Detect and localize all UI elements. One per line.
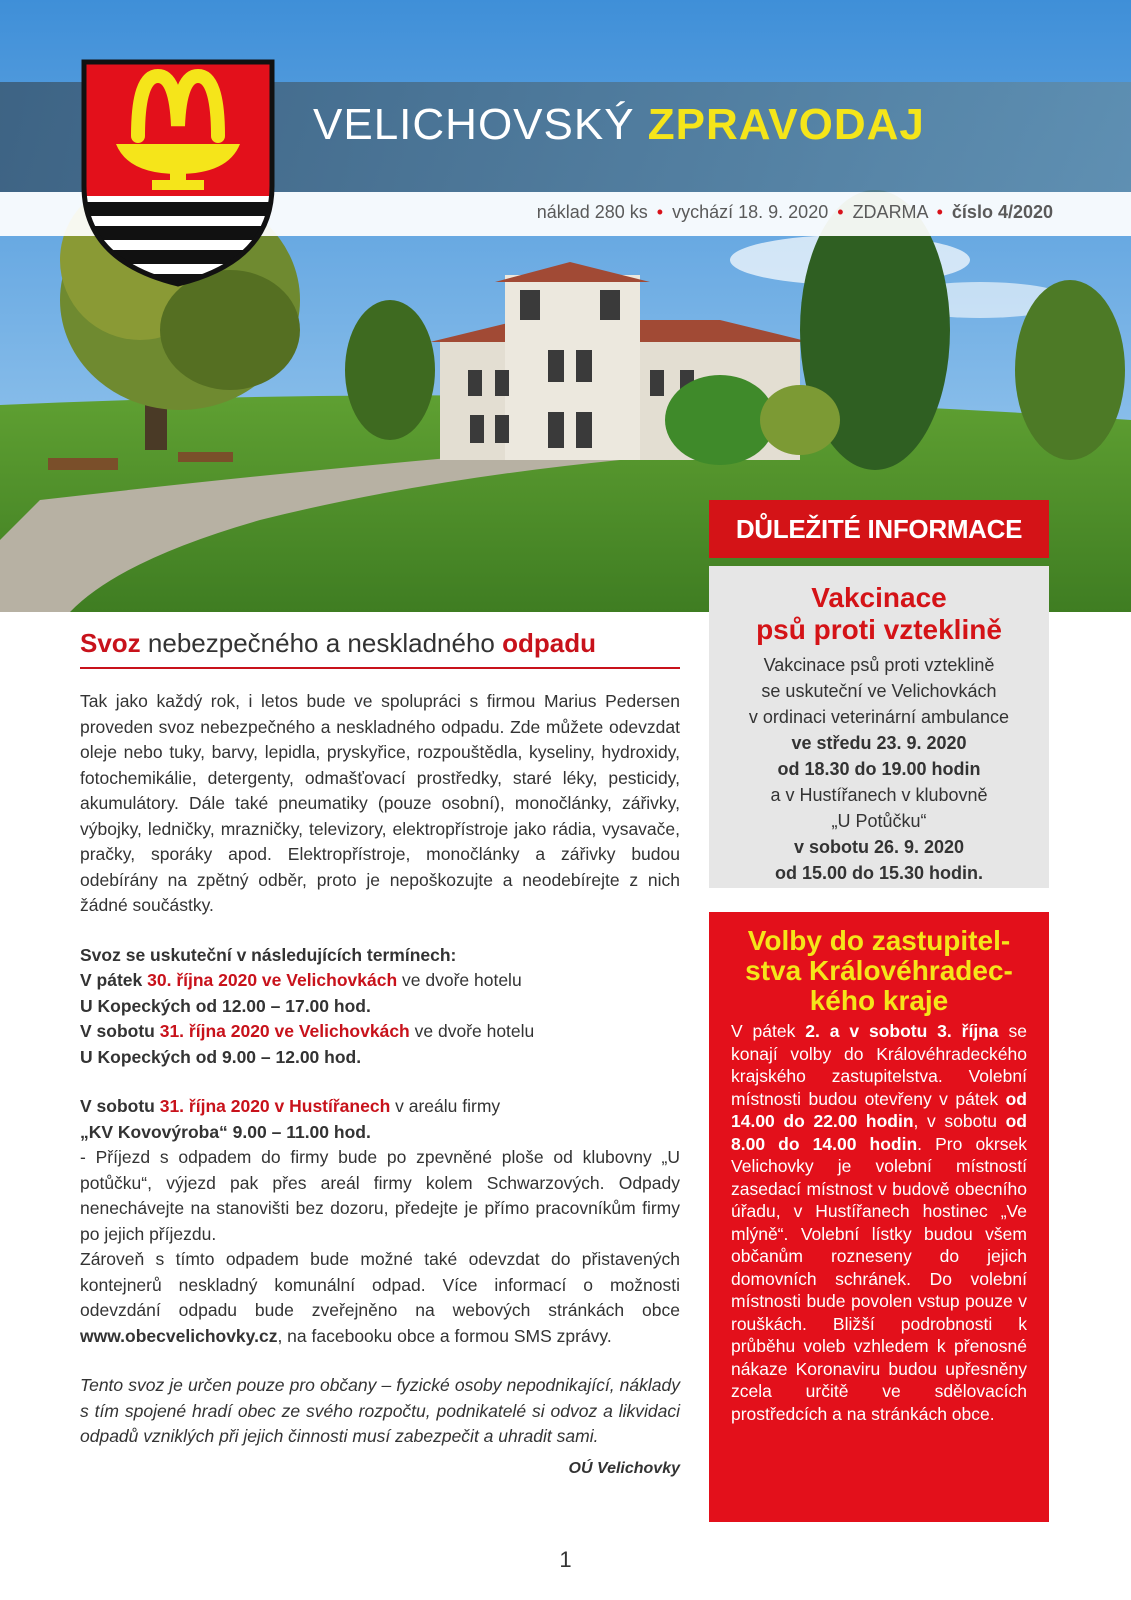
terms-heading: Svoz se uskuteční v následujících termínech:	[80, 944, 457, 965]
vaccination-line: „U Potůčku“	[831, 811, 927, 831]
election-hours-friday: od 14.00 do 22.00 hodin	[731, 1088, 1027, 1131]
masthead-title-bold: ZPRAVODAJ	[647, 100, 925, 149]
article-signature: OÚ Velichovky	[568, 1459, 680, 1477]
coat-of-arms-icon	[78, 56, 278, 290]
vaccination-line: v ordinaci veterinární ambulance	[748, 707, 1010, 727]
publish-date: vychází 18. 9. 2020	[672, 202, 829, 222]
heading-part: Svoz	[80, 628, 141, 658]
separator-dot: •	[936, 202, 943, 222]
election-heading-line: Volby do zastupitel-	[747, 925, 1011, 956]
heading-rule	[80, 667, 680, 669]
election-dates: 2. a v sobotu 3. října	[805, 1021, 999, 1041]
note-text: Tento svoz je určen pouze pro občany – fyzické osoby nepodnikající, náklady s tím spojené hradí obec ze svého rozpočtu, podnikatelé si odvoz a likvidaci odpadů vzniklých při jejich činnosti musí zabezpečit a uhradit sami.	[80, 1375, 680, 1446]
election-text-part: se konají volby do Královéhradeckého krajského zastupitelstva. Volební místnosti budou otevřeny v pátek	[731, 1021, 1027, 1109]
vaccination-heading	[709, 582, 1049, 646]
issue-info	[537, 202, 1053, 223]
term-date: 31. října 2020 v Hustířanech	[159, 1096, 391, 1116]
vaccination-box	[709, 566, 1049, 888]
page-number: 1	[559, 1547, 572, 1572]
election-heading	[717, 926, 1041, 1016]
election-heading-line: kého kraje	[809, 985, 949, 1016]
election-hours-saturday: od 8.00 do 14.00 hodin	[731, 1111, 1027, 1154]
election-heading-line: stva Královéhradec-	[745, 955, 1013, 986]
term-part: V sobotu	[80, 1096, 160, 1116]
collection-terms-hustirany	[80, 1094, 680, 1145]
more-info-part: , na facebooku obce a formou SMS zprávy.	[277, 1325, 612, 1346]
website-link[interactable]: www.obecvelichovky.cz	[80, 1325, 278, 1346]
vaccination-line: se uskuteční ve Velichovkách	[761, 681, 997, 701]
vaccination-time: od 18.30 do 19.00 hodin	[777, 759, 981, 779]
term-part: V pátek	[80, 970, 148, 990]
election-text-part: V pátek	[731, 1021, 806, 1041]
election-text	[731, 1020, 1027, 1425]
election-box	[709, 912, 1049, 1522]
vaccination-date: ve středu 23. 9. 2020	[791, 733, 967, 753]
heading-part: odpadu	[502, 628, 596, 658]
masthead-title	[313, 100, 925, 150]
heading-part: nebezpečného a neskladného	[140, 628, 503, 658]
election-text-part: . Pro okrsek Velichovky je volební místností zasedací místnost v budově obecního úřadu, v Hustířanech hostinec „Ve mlýně“. Volební lístky budou všem občanům rozneseny do jejich domovních schránek. Do volební místnosti bude povolen vstup pouze v rouškách. Bližší podrobnosti k průběhu voleb vzhledem k přenosné nákaze Koronaviru budou upřesněny zcela určitě ve sdělovacích prostředcích a na stránkách obce.	[731, 1133, 1027, 1424]
waste-article	[80, 628, 680, 1478]
important-info-tag: DŮLEŽITÉ INFORMACE	[709, 500, 1049, 558]
print-run: náklad 280 ks	[536, 202, 648, 222]
term-part: v areálu firmy	[390, 1096, 501, 1116]
election-text-part: , v sobotu	[913, 1111, 1006, 1131]
vaccination-text	[709, 652, 1049, 886]
term-part: ve dvoře hotelu	[409, 1021, 535, 1041]
term-date: 30. října 2020 ve Velichovkách	[147, 970, 398, 990]
article-details: - Příjezd s odpadem do firmy bude po zpevněné ploše od klubovny „U potůčku“, výjezd pak přes areál firmy kolem Schwarzových. Odpady nenechávejte na stanovišti bez dozoru, předejte je přímo pracovníkům firmy po jejich příjezdu.	[80, 1147, 680, 1244]
vaccination-heading-line: Vakcinace	[811, 582, 947, 613]
masthead-title-plain: VELICHOVSKÝ	[313, 100, 635, 149]
collection-terms	[80, 943, 680, 1071]
price: ZDARMA	[852, 202, 928, 222]
issue-number: číslo 4/2020	[951, 202, 1053, 222]
term-time: „KV Kovovýroba“ 9.00 – 11.00 hod.	[80, 1121, 371, 1142]
article-heading	[80, 628, 680, 659]
more-info-part: Zároveň s tímto odpadem bude možné také odevzdat do přistavených kontejnerů neskladný komunální odpad. Více informací o možnosti odevzdání odpadu bude zveřejněno na webových stránkách obce	[80, 1249, 680, 1320]
vaccination-line: a v Hustířanech v klubovně	[770, 785, 988, 805]
term-time: U Kopeckých od 12.00 – 17.00 hod.	[80, 995, 371, 1016]
term-part: ve dvoře hotelu	[397, 970, 522, 990]
term-time: U Kopeckých od 9.00 – 12.00 hod.	[80, 1046, 362, 1067]
article-more-info	[80, 1247, 680, 1349]
separator-dot: •	[656, 202, 664, 222]
article-intro: Tak jako každý rok, i letos bude ve spolupráci s firmou Marius Pedersen proveden svoz nebezpečného a neskladného odpadu. Zde můžete odevzdat oleje nebo tuky, barvy, lepidla, pryskyřice, rozpouštědla, kyseliny, hydroxidy, fotochemikálie, detergenty, odmašťovací prostředky, staré léky, pesticidy, akumulátory. Dále také pneumatiky (pouze osobní), monočlánky, zářivky, výbojky, ledničky, mrazničky, televizory, elektropřístroje jako rádia, vysavače, pračky, sporáky apod. Elektropřístroje, monočlánky a zářivky budou odebírány na zpětný odběr, proto je nepoškozujte a neodebírejte z nich žádné součástky.	[80, 691, 680, 915]
vaccination-heading-line: psů proti vzteklině	[756, 614, 1002, 645]
vaccination-time: od 15.00 do 15.30 hodin.	[774, 863, 984, 883]
term-date: 31. října 2020 ve Velichovkách	[159, 1021, 410, 1041]
term-part: V sobotu	[80, 1021, 160, 1041]
article-note	[80, 1373, 680, 1450]
separator-dot: •	[837, 202, 844, 222]
vaccination-date: v sobotu 26. 9. 2020	[793, 837, 965, 857]
vaccination-line: Vakcinace psů proti vzteklině	[763, 655, 995, 675]
